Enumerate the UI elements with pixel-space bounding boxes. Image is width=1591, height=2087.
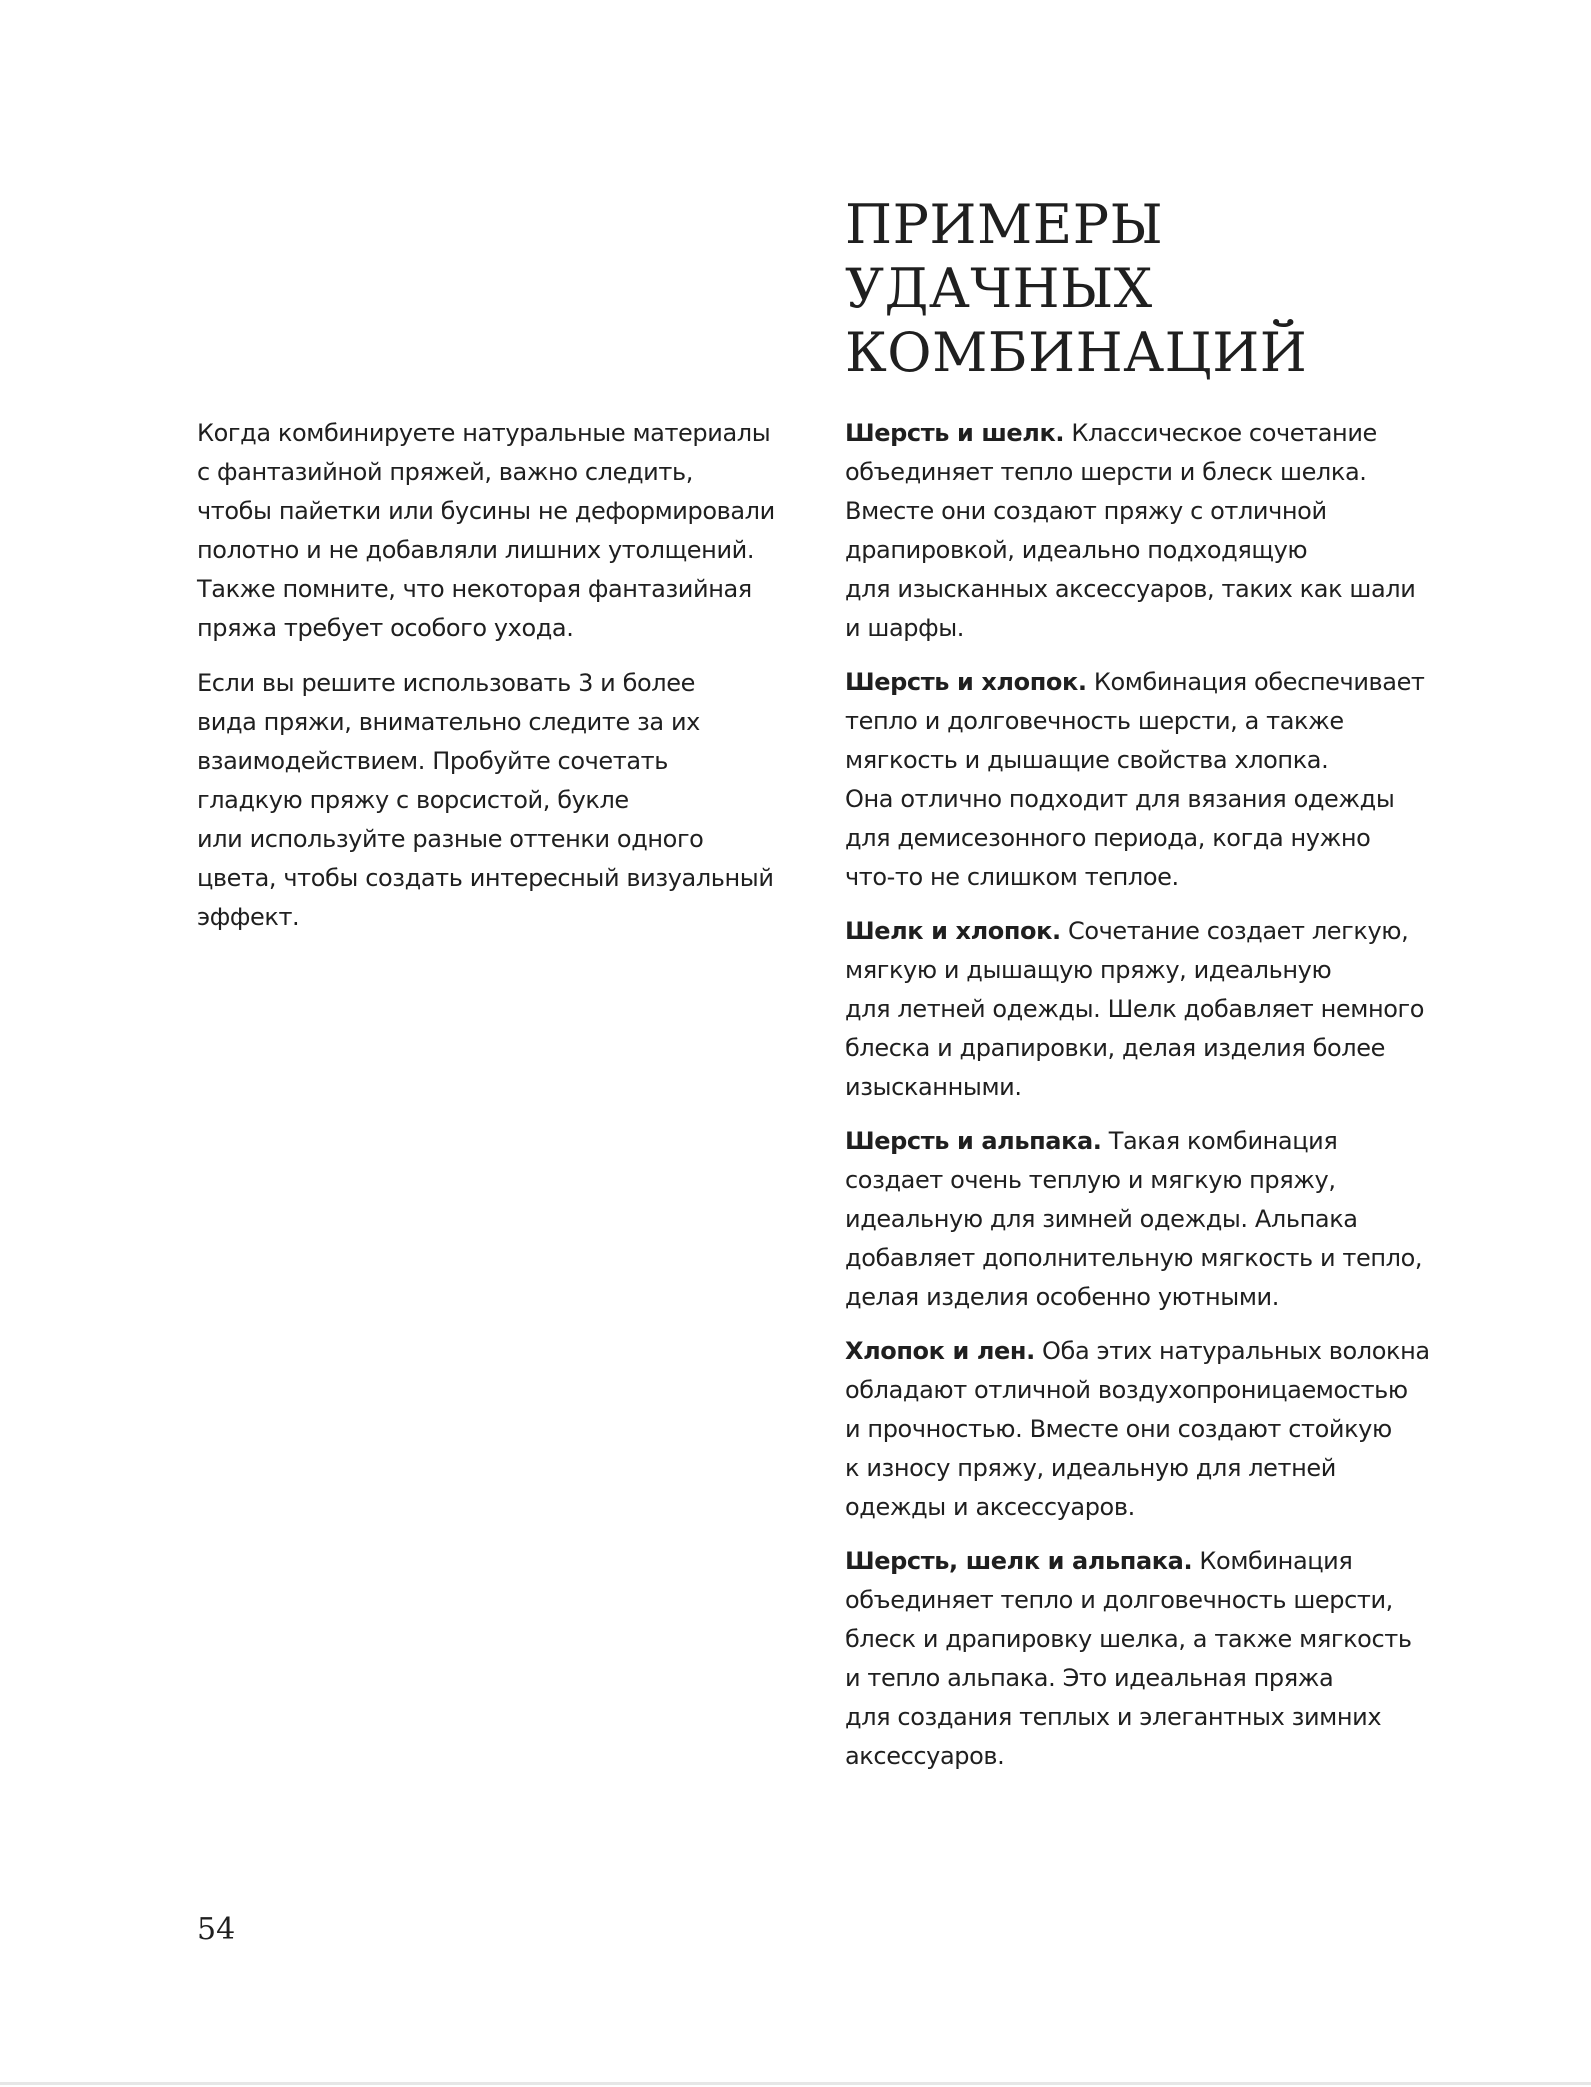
combination-text: Классическое сочетание xyxy=(1071,419,1377,447)
page-number: 54 xyxy=(197,1912,236,1947)
text-line: вида пряжи, внимательно следите за их xyxy=(197,708,700,736)
text-line: блеска и драпировки, делая изделия более xyxy=(845,1034,1385,1062)
combination-silk-cotton xyxy=(845,912,1445,1107)
combination-title: Шерсть и шелк. xyxy=(845,419,1065,447)
combination-wool-silk-alpaca xyxy=(845,1542,1445,1776)
combination-wool-alpaca xyxy=(845,1122,1445,1317)
combination-title: Шерсть и хлопок. xyxy=(845,668,1087,696)
text-line: для летней одежды. Шелк добавляет немного xyxy=(845,995,1425,1023)
combination-text: Сочетание создает легкую, xyxy=(1067,917,1409,945)
text-line xyxy=(845,663,1445,702)
combination-title: Шерсть и альпака. xyxy=(845,1127,1102,1155)
text-line: цвета, чтобы создать интересный визуальный xyxy=(197,864,774,892)
text-line: пряжа требует особого ухода. xyxy=(197,614,574,642)
text-line: гладкую пряжу с ворсистой, букле xyxy=(197,786,629,814)
text-line: блеск и драпировку шелка, а также мягкость xyxy=(845,1625,1412,1653)
combination-title: Хлопок и лен. xyxy=(845,1337,1035,1365)
combination-cotton-linen xyxy=(845,1332,1445,1527)
text-line: добавляет дополнительную мягкость и тепло, xyxy=(845,1244,1423,1272)
combination-wool-cotton xyxy=(845,663,1445,897)
combination-title: Шелк и хлопок. xyxy=(845,917,1061,945)
intro-paragraph xyxy=(197,414,797,648)
text-line: обладают отличной воздухопроницаемостью xyxy=(845,1376,1408,1404)
combination-text: Такая комбинация xyxy=(1108,1127,1338,1155)
text-line: мягкость и дышащие свойства хлопка. xyxy=(845,746,1329,774)
section-heading xyxy=(845,193,1485,385)
heading-line: ПРИМЕРЫ xyxy=(845,193,1164,256)
text-line: чтобы пайетки или бусины не деформировали xyxy=(197,497,775,525)
combination-text: Комбинация xyxy=(1199,1547,1353,1575)
combination-title: Шерсть, шелк и альпака. xyxy=(845,1547,1193,1575)
text-line: объединяет тепло шерсти и блеск шелка. xyxy=(845,458,1367,486)
text-line: Также помните, что некоторая фантазийная xyxy=(197,575,752,603)
text-line: Вместе они создают пряжу с отличной xyxy=(845,497,1327,525)
left-column xyxy=(197,414,797,953)
combination-text: Оба этих натуральных волокна xyxy=(1042,1337,1430,1365)
text-line: к износу пряжу, идеальную для летней xyxy=(845,1454,1336,1482)
text-line: делая изделия особенно уютными. xyxy=(845,1283,1279,1311)
text-line: полотно и не добавляли лишних утолщений. xyxy=(197,536,755,564)
text-line: что-то не слишком теплое. xyxy=(845,863,1179,891)
text-line: идеальную для зимней одежды. Альпака xyxy=(845,1205,1358,1233)
text-line xyxy=(845,1332,1445,1371)
text-line: драпировкой, идеально подходящую xyxy=(845,536,1308,564)
text-line: и тепло альпака. Это идеальная пряжа xyxy=(845,1664,1334,1692)
combination-text: Комбинация обеспечивает xyxy=(1093,668,1425,696)
heading-line: КОМБИНАЦИЙ xyxy=(845,321,1308,384)
text-line: Когда комбинируете натуральные материалы xyxy=(197,419,771,447)
text-line: с фантазийной пряжей, важно следить, xyxy=(197,458,693,486)
text-line: и прочностью. Вместе они создают стойкую xyxy=(845,1415,1392,1443)
text-line: для создания теплых и элегантных зимних xyxy=(845,1703,1382,1731)
text-line: создает очень теплую и мягкую пряжу, xyxy=(845,1166,1336,1194)
text-line xyxy=(845,1542,1445,1581)
text-line: аксессуаров. xyxy=(845,1742,1005,1770)
text-line: изысканными. xyxy=(845,1073,1022,1101)
text-line: и шарфы. xyxy=(845,614,965,642)
text-line: для демисезонного периода, когда нужно xyxy=(845,824,1371,852)
text-line: объединяет тепло и долговечность шерсти, xyxy=(845,1586,1393,1614)
text-line: Она отлично подходит для вязания одежды xyxy=(845,785,1395,813)
text-line: тепло и долговечность шерсти, а также xyxy=(845,707,1344,735)
combination-wool-silk xyxy=(845,414,1445,648)
text-line xyxy=(845,912,1445,951)
text-line: или используйте разные оттенки одного xyxy=(197,825,704,853)
text-line: Если вы решите использовать 3 и более xyxy=(197,669,695,697)
text-line: одежды и аксессуаров. xyxy=(845,1493,1135,1521)
text-line xyxy=(845,414,1445,453)
text-line: взаимодействием. Пробуйте сочетать xyxy=(197,747,668,775)
text-line: мягкую и дышащую пряжу, идеальную xyxy=(845,956,1332,984)
heading-line: УДАЧНЫХ xyxy=(845,257,1153,320)
page-edge-divider xyxy=(0,2082,1591,2085)
advice-paragraph xyxy=(197,664,797,937)
text-line: эффект. xyxy=(197,903,300,931)
text-line xyxy=(845,1122,1445,1161)
text-line: для изысканных аксессуаров, таких как шали xyxy=(845,575,1416,603)
right-column xyxy=(845,414,1445,1791)
